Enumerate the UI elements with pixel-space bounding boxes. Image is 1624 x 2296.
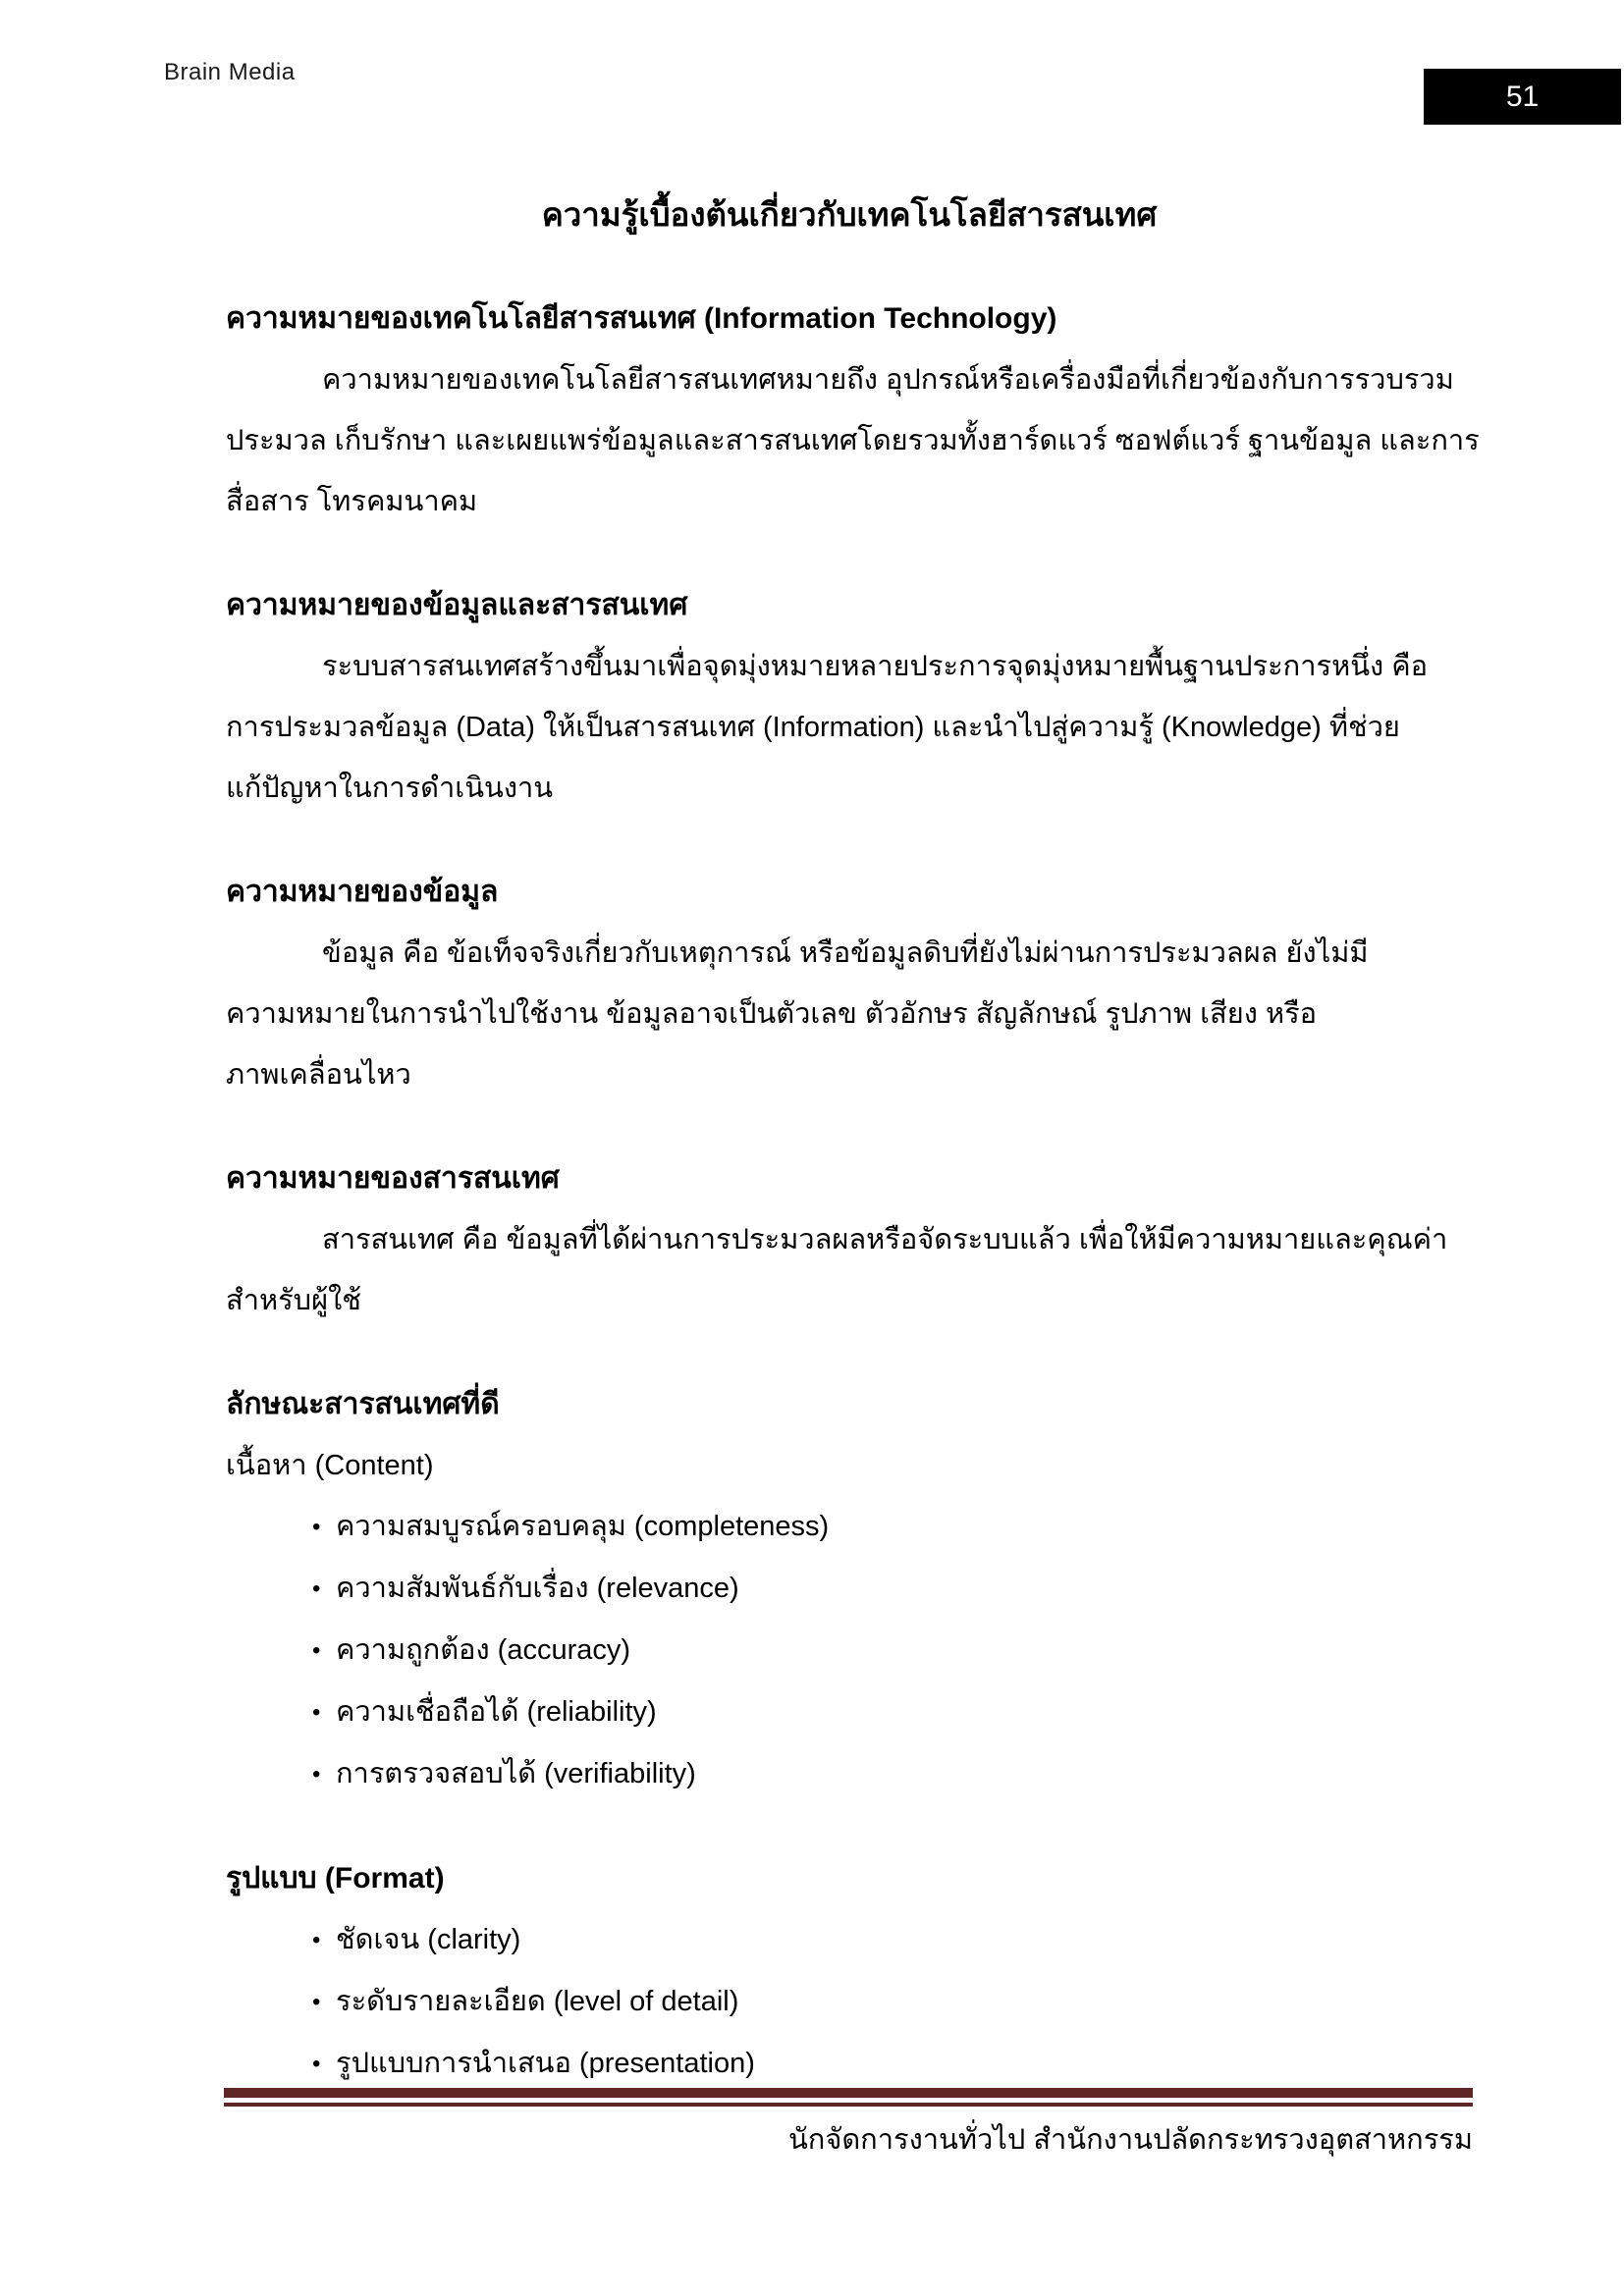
section-paragraph [226,636,1473,819]
footer-rule-thick [224,2088,1473,2098]
paragraph-line: ความหมายในการนำไปใช้งาน ข้อมูลอาจเป็นตัวเลข ตัวอักษร สัญลักษณ์ รูปภาพ เสียง หรือ [226,998,1318,1030]
paragraph-line: สื่อสาร โทรคมนาคม [226,486,478,517]
bullet-icon: • [312,1761,321,1788]
bullet-text: ความเชื่อถือได้ (reliability) [336,1696,657,1728]
section-heading: รูปแบบ (Format) [226,1862,445,1895]
paragraph-line: ระบบสารสนเทศสร้างขึ้นมาเพื่อจุดมุ่งหมายหลายประการจุดมุ่งหมายพื้นฐานประการหนึ่ง คือ [322,651,1429,682]
footer-rule-thin [224,2103,1473,2107]
bullet-item [312,1909,1473,1971]
paragraph-line: ภาพเคลื่อนไหว [226,1059,411,1091]
section-information-definition [226,1148,1473,1331]
section-subheading: เนื้อหา (Content) [226,1450,434,1481]
bullet-text: ความสมบูรณ์ครอบคลุม (completeness) [336,1511,830,1542]
bullet-item [312,2033,1473,2095]
bullet-icon: • [312,1514,321,1540]
section-good-information-content [226,1374,1473,1805]
bullet-list [226,1496,1473,1805]
paragraph-line: สารสนเทศ คือ ข้อมูลที่ได้ผ่านการประมวลผลหรือจัดระบบแล้ว เพื่อให้มีความหมายและคุณค่า [322,1224,1448,1255]
bullet-icon: • [312,2051,321,2077]
bullet-item [312,1971,1473,2033]
section-data-definition [226,862,1473,1105]
bullet-icon: • [312,1699,321,1726]
bullet-item [312,1620,1473,1682]
bullet-text: รูปแบบการนำเสนอ (presentation) [336,2048,755,2079]
bullet-list [226,1909,1473,2095]
paragraph-line: ประมวล เก็บรักษา และเผยแพร่ข้อมูลและสารสนเทศโดยรวมทั้งฮาร์ดแวร์ ซอฟต์แวร์ ฐานข้อมูล และการ [226,425,1480,456]
bullet-item [312,1682,1473,1743]
bullet-text: การตรวจสอบได้ (verifiability) [336,1758,696,1789]
section-heading: ความหมายของข้อมูล [226,876,499,908]
bullet-text: ความถูกต้อง (accuracy) [336,1634,631,1666]
bullet-text: ชัดเจน (clarity) [336,1924,521,1955]
section-heading: ความหมายของข้อมูลและสารสนเทศ [226,589,688,621]
section-good-information-format [226,1848,1473,2095]
paragraph-line: ความหมายของเทคโนโลยีสารสนเทศหมายถึง อุปกรณ์หรือเครื่องมือที่เกี่ยวข้องกับการรวบรวม [322,364,1454,396]
bullet-item [312,1558,1473,1620]
bullet-item [312,1496,1473,1558]
section-paragraph [226,1209,1473,1331]
paragraph-line: ข้อมูล คือ ข้อเท็จจริงเกี่ยวกับเหตุการณ์ หรือข้อมูลดิบที่ยังไม่ผ่านการประมวลผล ยังไม่มี [322,937,1369,969]
document-title: ความรู้เบื้องต้นเกี่ยวกับเทคโนโลยีสารสนเทศ [541,196,1158,233]
page-number-badge: 51 [1424,69,1621,125]
section-paragraph [226,349,1480,532]
section-heading: ความหมายของสารสนเทศ [226,1162,560,1195]
section-it-definition [226,289,1480,532]
bullet-text: ความสัมพันธ์กับเรื่อง (relevance) [336,1573,739,1604]
paragraph-line: แก้ปัญหาในการดำเนินงาน [226,773,554,804]
bullet-text: ระดับรายละเอียด (level of detail) [336,1986,739,2017]
bullet-icon: • [312,1989,321,2015]
section-heading: ลักษณะสารสนเทศที่ดี [226,1388,500,1420]
bullet-item [312,1743,1473,1805]
footer-text: นักจัดการงานทั่วไป สำนักงานปลัดกระทรวงอุตสาหกรรม [787,2124,1473,2156]
bullet-icon: • [312,1637,321,1664]
section-heading: ความหมายของเทคโนโลยีสารสนเทศ (Information Technology) [226,302,1057,335]
bullet-icon: • [312,1927,321,1953]
section-paragraph [226,923,1473,1105]
paragraph-line: การประมวลข้อมูล (Data) ให้เป็นสารสนเทศ (Information) และนำไปสู่ความรู้ (Knowledge) ที่ช่วย [226,712,1400,743]
document-body [226,185,1480,2095]
paragraph-line: สำหรับผู้ใช้ [226,1285,361,1316]
brand-label: Brain Media [164,59,296,85]
bullet-icon: • [312,1575,321,1602]
section-data-and-information [226,575,1473,819]
